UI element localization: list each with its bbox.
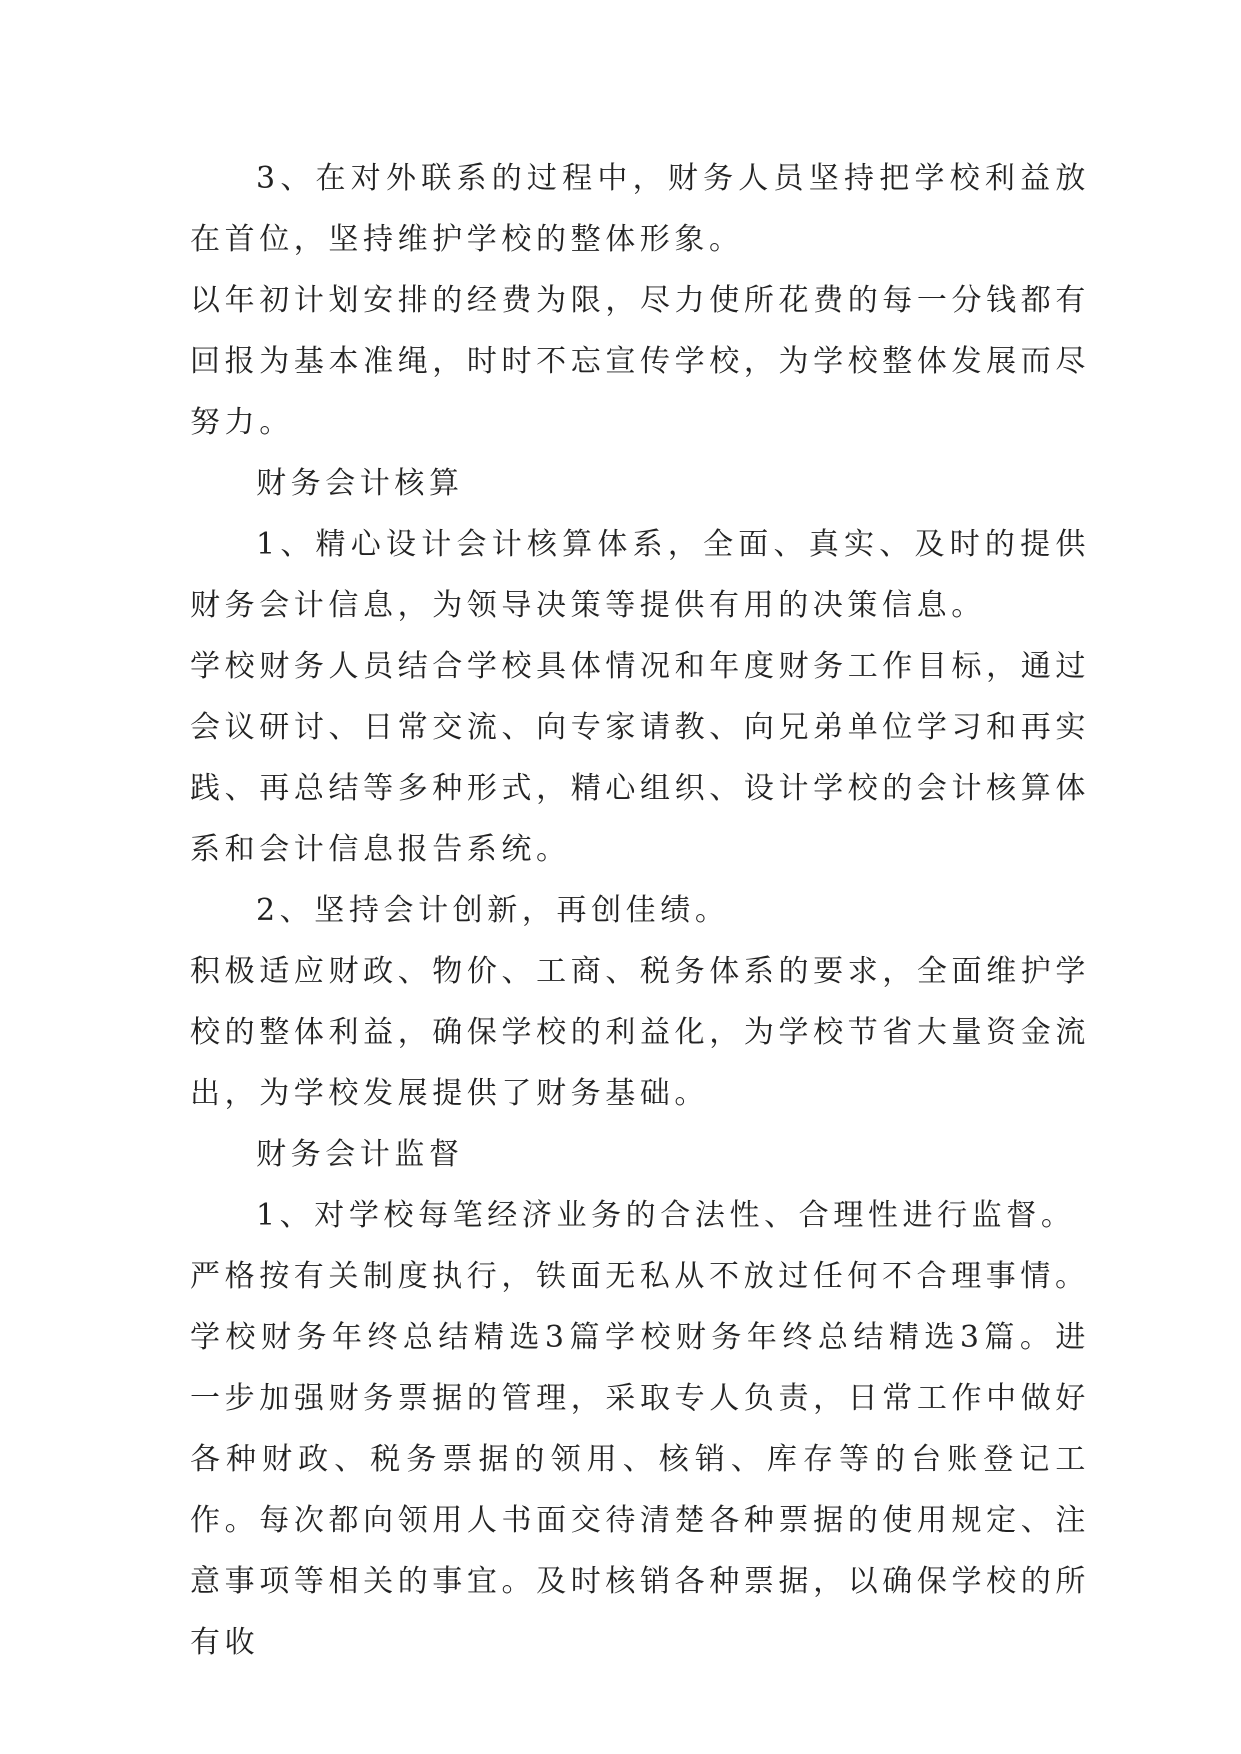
paragraph-accounting-system: 1、精心设计会计核算体系，全面、真实、及时的提供财务会计信息，为领导决策等提供有用的决策信息。 bbox=[190, 527, 1090, 623]
paragraph-receipt-management: 学校财务年终总结精选3篇学校财务年终总结精选3篇。进一步加强财务票据的管理，采取专人负责，日常工作中做好各种财政、税务票据的领用、核销、库存等的台账登记工作。每次都向领用人书面交待清楚各种票据的使用规定、注意事项等相关的事宜。及时核销各种票据，以确保学校的所有收 bbox=[190, 1320, 1090, 1660]
paragraph-external-contact: 3、在对外联系的过程中，财务人员坚持把学校利益放在首位，坚持维护学校的整体形象。 bbox=[190, 161, 1090, 257]
paragraph-accounting-design: 学校财务人员结合学校具体情况和年度财务工作目标，通过会议研讨、日常交流、向专家请教、向兄弟单位学习和再实践、再总结等多种形式，精心组织、设计学校的会计核算体系和会计信息报告系统。 bbox=[190, 649, 1090, 867]
paragraph-budget-principle: 以年初计划安排的经费为限，尽力使所花费的每一分钱都有回报为基本准绳，时时不忘宣传学校，为学校整体发展而尽努力。 bbox=[190, 283, 1090, 440]
paragraph-supervision-legality: 1、对学校每笔经济业务的合法性、合理性进行监督。 bbox=[256, 1198, 1076, 1233]
section-heading-accounting: 财务会计核算 bbox=[256, 466, 464, 501]
document-body bbox=[190, 148, 1090, 1673]
paragraph-innovation: 2、坚持会计创新，再创佳绩。 bbox=[256, 893, 730, 928]
section-heading-supervision: 财务会计监督 bbox=[256, 1137, 464, 1172]
paragraph-adapt-requirements: 积极适应财政、物价、工商、税务体系的要求，全面维护学校的整体利益，确保学校的利益化，为学校节省大量资金流出，为学校发展提供了财务基础。 bbox=[190, 954, 1090, 1111]
paragraph-strict-rules: 严格按有关制度执行，铁面无私从不放过任何不合理事情。 bbox=[190, 1259, 1090, 1294]
